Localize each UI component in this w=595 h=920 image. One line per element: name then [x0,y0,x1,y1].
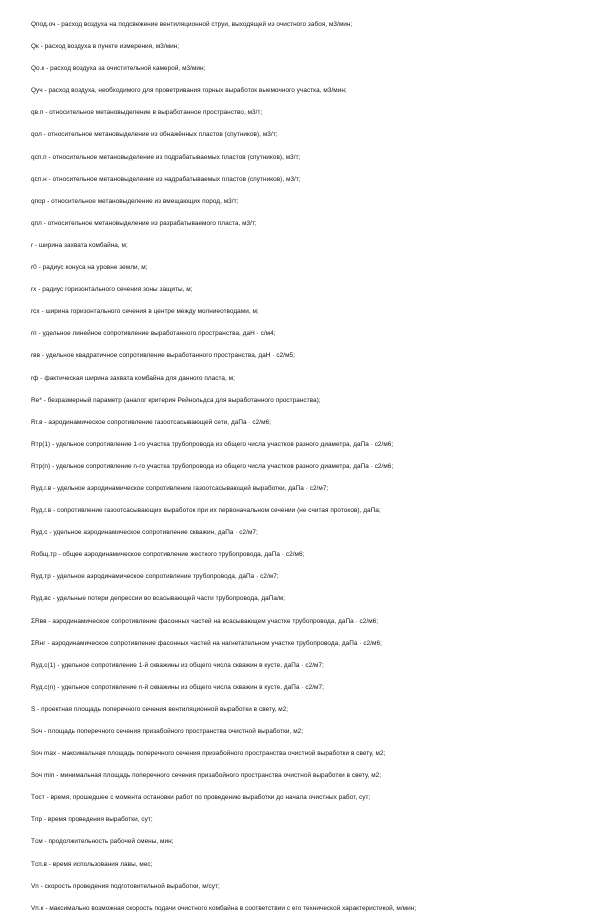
glossary-entry: Rуд.г.в - удельное аэродинамическое сопротивление газоотсасывающей выработки, даПа · с2/м7; [31,484,329,492]
glossary-entry: qсп.н - относительное метановыделение из надрабатываемых пластов (спутников), м3/т; [31,175,301,183]
glossary-entry: qв.п - относительное метановыделение в выработанное пространство, м3/т; [31,109,263,117]
glossary-entry: Rобщ.тр - общее аэродинамическое сопротивление жесткого трубопровода, даПа · с2/м6; [31,551,305,559]
glossary-entry: Rуд.тр - удельное аэродинамическое сопротивление трубопровода, даПа · с2/м7; [31,573,279,581]
glossary-entry: qсп.п - относительное метановыделение из подрабатываемых пластов (спутников), м3/т; [31,153,301,161]
glossary-entry: Rг.в - аэродинамическое сопротивление газоотсасывающей сети, даПа · с2/м6; [31,418,271,426]
glossary-entry: Rуд.с(n) - удельное сопротивление n-й скважины из общего числа скважин в кусте, даПа · с2/м7; [31,683,324,691]
glossary-entry: rф - фактическая ширина захвата комбайна для данного пласта, м; [31,374,235,382]
glossary-entry: Rуд.г.в - сопротивление газоотсасывающих выработок при их первоначальном сечении (не считая протоков), даПа; [31,507,381,515]
glossary-entry: Tост - время, прошедшее с момента остановки работ по проведению выработки до начала очистных работ, сут; [31,794,371,802]
notation-glossary [31,14,579,920]
glossary-entry: Sоч - площадь поперечного сечения призабойного пространства очистной выработки, м2; [31,728,304,735]
glossary-entry: Tсм - продолжительность рабочей смены, мин; [31,838,174,846]
glossary-entry: r0 - радиус конуса на уровне земли, м; [31,264,148,272]
glossary-entry: Tпр - время проведения выработки, сут; [31,816,153,824]
glossary-entry: Vп.к - максимально возможная скорость подачи очистного комбайна в соответствии с его технической характеристикой, м/мин; [31,904,417,912]
glossary-entry: S - проектная площадь поперечного сечения вентиляционной выработки в свету, м2; [31,705,289,713]
glossary-entry: Vп - скорость проведения подготовительной выработки, м/сут; [31,882,220,890]
glossary-entry: Qк - расход воздуха в пункте измерения, м3/мин; [31,43,180,51]
glossary-entry: r - ширина захвата комбайна, м; [31,241,128,249]
glossary-entry: Qпод.оч - расход воздуха на подсвежение вентиляционной струи, выходящей из очистного забоя, м3/мин; [31,21,353,28]
glossary-entry: Rтр(n) - удельное сопротивление n-го участка трубопровода из общего числа участков разного диаметра, даПа · с2/м6; [31,462,394,470]
glossary-entry: ΣRнг - аэродинамическое сопротивление фасонных частей на нагнетательном участке трубопровода, даПа · с2/м6; [31,639,382,647]
glossary-entry: qпор - относительное метановыделение из вмещающих пород, м3/т; [31,197,239,205]
glossary-entry: qол - относительное метановыделение из обнажённых пластов (спутников), м3/т; [31,131,278,139]
glossary-entry: rп - удельное линейное сопротивление выработанного пространства, даН · с/м4; [31,330,276,338]
glossary-entry: rх - радиус горизонтального сечения зоны защиты, м; [31,286,193,294]
glossary-entry: Rуд.с(1) - удельное сопротивление 1-й скважины из общего числа скважин в кусте, даПа · с2/м7; [31,661,324,669]
glossary-entry: rсх - ширина горизонтального сечения в центре между молниеотводами, м; [31,308,259,316]
glossary-entry: ΣRвв - аэродинамическое сопротивление фасонных частей на всасывающем участке трубопровода, даПа · с2/м6; [31,617,379,625]
glossary-entry: Qо.к - расход воздуха за очистительной камерой, м3/мин; [31,65,206,73]
glossary-entry: Rтр(1) - удельное сопротивление 1-го участка трубопровода из общего числа участков разного диаметра, даПа · с2/м6; [31,440,394,448]
glossary-entry: rвв - удельное квадратичное сопротивление выработанного пространства, даН · с2/м5; [31,352,295,360]
glossary-entry: Qуч - расход воздуха, необходимого для проветривания горных выработок выемочного участка, м3/мин; [31,87,347,95]
glossary-entry: qпл - относительное метановыделение из разрабатываемого пласта, м3/т; [31,219,257,227]
glossary-entry: Rуд.с - удельное аэродинамическое сопротивление скважин, даПа · с2/м7; [31,529,258,537]
glossary-entry: Rуд.вс - удельные потери депрессии во всасывающей части трубопровода, даПа/м; [31,595,286,603]
glossary-entry: Sоч max - максимальная площадь поперечного сечения призабойного пространства очистной выработки в свету, м2; [31,750,386,758]
glossary-entry: Sоч min - минимальная площадь поперечного сечения призабойного пространства очистной выработки в свету, м2; [31,772,382,780]
glossary-entry: Tсп.в - время использования лавы, мес; [31,860,153,868]
glossary-entry: Re* - безразмерный параметр (аналог критерия Рейнольдса для выработанного пространства); [31,396,321,404]
